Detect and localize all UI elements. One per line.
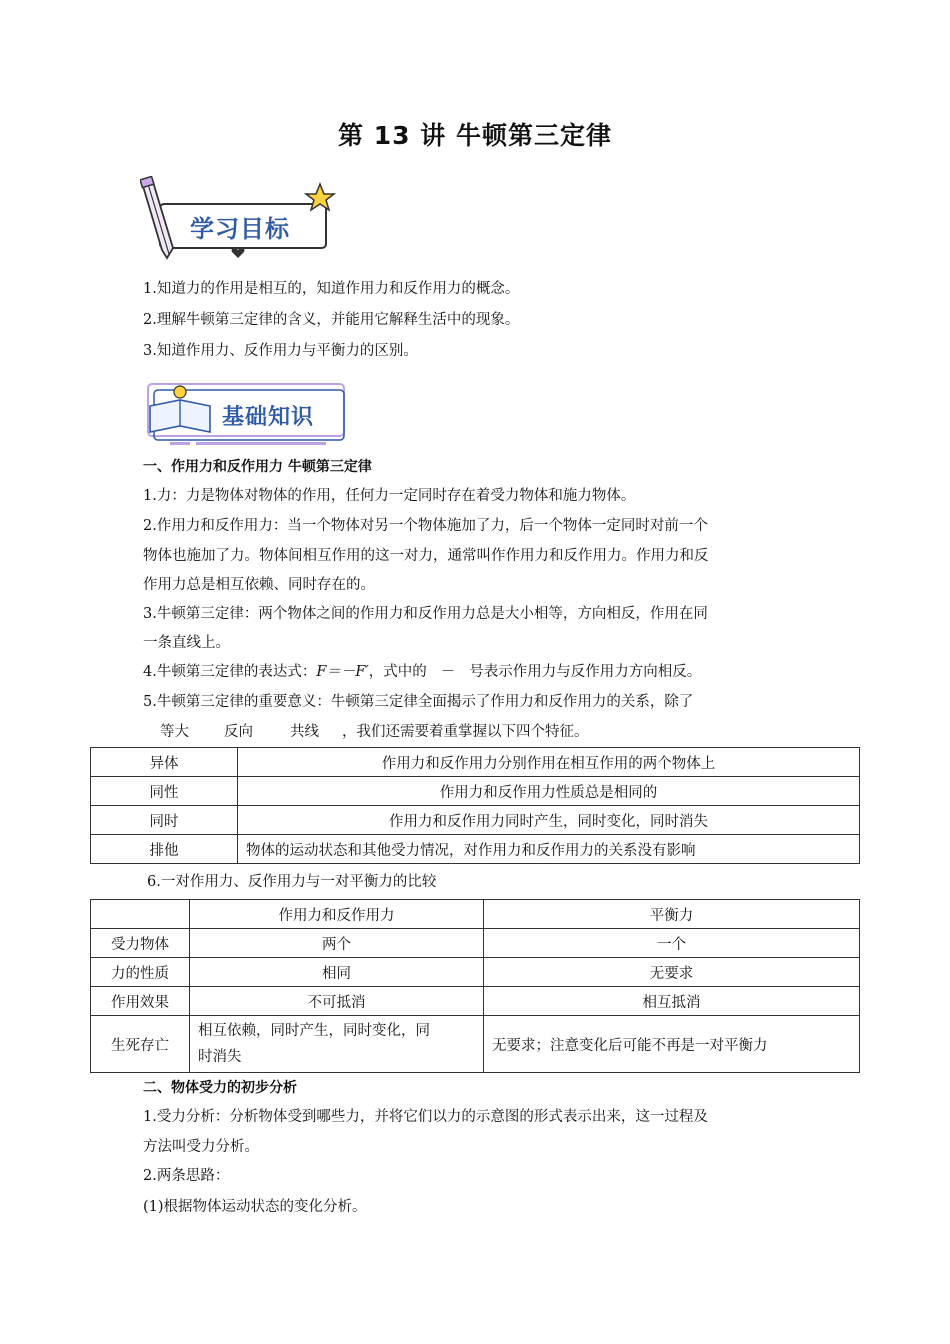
feature-name: 同时 xyxy=(91,806,238,835)
basic-knowledge-badge xyxy=(140,380,350,450)
table-row xyxy=(91,806,860,835)
feature-name: 同性 xyxy=(91,777,238,806)
table-header-row xyxy=(91,900,860,929)
cell: 无要求 xyxy=(484,958,860,987)
comparison-table xyxy=(90,899,860,1073)
blank-word-1: 等大 xyxy=(160,724,189,740)
feature-desc: 作用力和反作用力性质总是相同的 xyxy=(238,777,860,806)
formula: F＝－F′ xyxy=(316,664,369,680)
cell: 相互抵消 xyxy=(484,987,860,1016)
cell-line-1: 相互依赖，同时产生，同时变化，同 xyxy=(198,1023,430,1039)
section1-heading: 一、作用力和反作用力 牛顿第三定律 xyxy=(143,459,372,475)
cell: 不可抵消 xyxy=(190,987,484,1016)
header-cell: 作用力和反作用力 xyxy=(190,900,484,929)
header-cell xyxy=(91,900,190,929)
s2-line-1: 1.受力分析：分析物体受到哪些力，并将它们以力的示意图的形式表示出来，这一过程及 xyxy=(143,1109,708,1125)
section2-heading: 二、物体受力的初步分析 xyxy=(143,1080,297,1096)
feature-desc: 作用力和反作用力分别作用在相互作用的两个物体上 xyxy=(238,748,860,777)
cell-line-2: 时消失 xyxy=(198,1049,242,1065)
cell: 相同 xyxy=(190,958,484,987)
cell: 无要求；注意变化后可能不再是一对平衡力 xyxy=(484,1016,860,1073)
feature-desc: 物体的运动状态和其他受力情况，对作用力和反作用力的关系没有影响 xyxy=(238,835,860,864)
goal-1: 1.知道力的作用是相互的，知道作用力和反作用力的概念。 xyxy=(143,281,520,297)
blank-word-3: 共线 xyxy=(290,724,319,740)
s1-significance-line-2 xyxy=(160,722,589,742)
badge-basics-label: 基础知识 xyxy=(222,405,315,430)
minus-sign: － xyxy=(440,664,456,680)
table-row xyxy=(91,748,860,777)
s1-line-5: 3.牛顿第三定律：两个物体之间的作用力和反作用力总是大小相等，方向相反，作用在同 xyxy=(143,606,708,622)
goal-2: 2.理解牛顿第三定律的含义，并能用它解释生活中的现象。 xyxy=(143,312,520,328)
s1-significance-line: 5.牛顿第三定律的重要意义：牛顿第三定律全面揭示了作用力和反作用力的关系，除了 xyxy=(143,694,694,710)
row-label: 生死存亡 xyxy=(91,1016,190,1073)
s1-line-2: 2.作用力和反作用力：当一个物体对另一个物体施加了力，后一个物体一定同时对前一个 xyxy=(143,518,708,534)
s1-formula-line xyxy=(143,662,701,682)
feature-desc: 作用力和反作用力同时产生，同时变化，同时消失 xyxy=(238,806,860,835)
row-label: 力的性质 xyxy=(91,958,190,987)
s2-line-4: (1)根据物体运动状态的变化分析。 xyxy=(143,1199,367,1215)
table-row xyxy=(91,958,860,987)
features-table xyxy=(90,747,860,864)
formula-prefix: 4.牛顿第三定律的表达式： xyxy=(143,664,317,680)
page-title: 第 13 讲 牛顿第三定律 xyxy=(338,121,612,150)
cell-multiline xyxy=(190,1016,484,1073)
s1-line-4: 作用力总是相互依赖、同时存在的。 xyxy=(143,577,375,593)
s1-line-3: 物体也施加了力。物体间相互作用的这一对力，通常叫作作用力和反作用力。作用力和反 xyxy=(143,548,709,564)
s1-line5b-suffix: ，我们还需要着重掌握以下四个特征。 xyxy=(342,724,589,740)
row-label: 受力物体 xyxy=(91,929,190,958)
feature-name: 排他 xyxy=(91,835,238,864)
badge-goals-label: 学习目标 xyxy=(190,215,290,243)
goal-3: 3.知道作用力、反作用力与平衡力的区别。 xyxy=(143,343,418,359)
feature-name: 异体 xyxy=(91,748,238,777)
s1-line-1: 1.力：力是物体对物体的作用，任何力一定同时存在着受力物体和施力物体。 xyxy=(143,488,636,504)
table-row xyxy=(91,1016,860,1073)
row-label: 作用效果 xyxy=(91,987,190,1016)
table-row xyxy=(91,835,860,864)
comparison-intro: 6.一对作用力、反作用力与一对平衡力的比较 xyxy=(147,874,437,890)
header-cell: 平衡力 xyxy=(484,900,860,929)
learning-goals-badge xyxy=(140,176,340,262)
table-row xyxy=(91,929,860,958)
blank-word-2: 反向 xyxy=(224,724,253,740)
s2-line-2: 方法叫受力分析。 xyxy=(143,1139,259,1155)
formula-mid: ，式中的 xyxy=(368,664,427,680)
cell: 两个 xyxy=(190,929,484,958)
table-row xyxy=(91,777,860,806)
s1-line-6: 一条直线上。 xyxy=(143,635,230,651)
cell: 一个 xyxy=(484,929,860,958)
formula-suffix: 号表示作用力与反作用力方向相反。 xyxy=(469,664,702,680)
s2-line-3: 2.两条思路： xyxy=(143,1168,230,1184)
table-row xyxy=(91,987,860,1016)
